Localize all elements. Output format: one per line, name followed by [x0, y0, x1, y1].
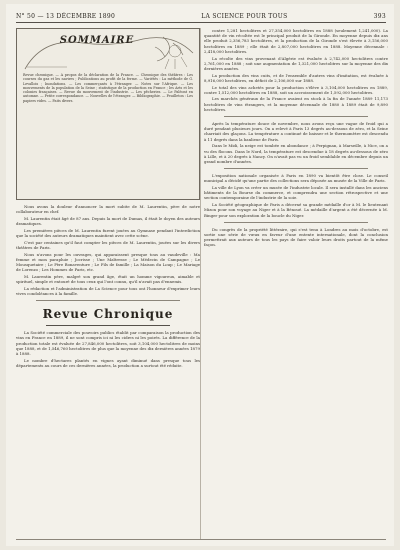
obituary-paragraph: M. Laurentin père, malgré son grand âge, était un homme vigoureux, aimable et spirituel, simple et entouré de tous ceux qui l'ont connu, qu'il n'avait pas d'ennemis. [16, 273, 200, 285]
article-paragraph: La Société géographique de Paris a décerné sa grande médaille d'or à M. le lieutenant Mizon pour son voyage au Niger et à la Bénoué. La médaille d'argent a été décernée à M. Binger pour son exploration de la boucle du Niger. [204, 202, 388, 218]
obituary-paragraph: M. Laurentin était âgé de 87 ans. Depuis la mort de Dumas, il était le doyen des auteurs dramatiques. [16, 215, 200, 227]
section-separator [224, 168, 368, 169]
obituary-paragraph: La rédaction et l'administration de La Science pour tous ont l'honneur d'exprimer leurs vives condoléances à la famille. [16, 285, 200, 297]
column-divider [200, 28, 201, 540]
section-separator [224, 116, 368, 117]
sommaire-box [16, 28, 200, 200]
obituary-paragraph: C'est par centaines qu'il faut compter les pièces de M. Laurentin, jouées sur les divers théâtres de Paris. [16, 239, 200, 250]
sommaire-title: SOMMAIRE [59, 35, 135, 46]
article-paragraph: Dans le Midi, la neige est tombée en abondance ; à Perpignan, à Marseille, à Nice, on a vu des flocons. Dans le Nord, la température est descendue à 18 degrés au-dessous de zéro à Lille, et à 20 degrés à Nancy. On n'avait pas vu un froid semblable en décembre depuis un grand nombre d'années. [204, 143, 388, 164]
page-header [16, 10, 386, 23]
article-paragraph: contre 1,281 hectolitres et 27,354,000 hectolitres en 1888 (seulement 1,241,000). La quantité de vin récoltée est le principal produit de la Gironde. En moyenne depuis dix ans elle produit 2,356,783 hectolitres, et la production de la Gironde s'est élevée à 3,156,000 hectolitres en 1889 ; elle était de 2,807,000 hectolitres en 1888. Moyenne décennale : 2,418,000 hectolitres. [204, 28, 388, 54]
obituary-paragraph: Nous avons la douleur d'annoncer la mort subite de M. Laurentin, père de notre collaborateur en chef. [16, 204, 200, 215]
sommaire-text: Revue chronique. — A propos de la déclaration de la France. — Chronique des théâtres : Les courses du gaz et les navires ; Publications au profit de la ferme. — Variétés : La méthode de G. Levallois ; Inondations. — Les commerçants à l'étranger. — Notes sur l'Afrique. — Les mouvements de la population de la Seine ; statistique de la production en France ; les Arts et les colonies françaises. — Revue du mouvement de l'industrie. — Les pêcheries. — Le Paléont en automne. — Petite correspondance. — Nouvelles de l'étranger. — Bibliographie. — Feuilleton : Les papiers vides. — Faits divers. [23, 73, 193, 103]
article-paragraph: La production des vins cuits, et de l'ensemble d'autres vins d'imitation, est évaluée à 8,916,000 hectolitres, en déficit de 2,106,000 sur 1888. [204, 72, 388, 83]
section-separator [36, 300, 180, 301]
article-paragraph: Le nombre d'hectares plantés en vignes ayant diminué dans presque tous les départements au cours de ces dernières années, la production a surtout été réduite. [16, 357, 200, 368]
obituary-notice [16, 204, 200, 296]
obituary-paragraph: Les premières pièces de M. Laurentin furent jouées au Gymnase pendant l'interdiction que la société des auteurs dramatiques maintient avec cette scène. [16, 227, 200, 239]
revue-chronique-heading: Revue Chronique [42, 307, 174, 322]
left-column [16, 28, 200, 368]
article-paragraph: L'exposition nationale organisée à Paris en 1890 va bientôt être close. Le conseil municipal a décidé qu'une partie des collections sera déposée au musée de la Ville de Paris. [204, 173, 388, 184]
page-number: 393 [373, 12, 386, 20]
article-paragraph: La récolte des vins provenant d'Algérie est évaluée à 2,742,000 hectolitres contre 2,761,000 en 1888 ; soit une augmentation de 1,321,000 hectolitres sur la moyenne des dix dernières années. [204, 55, 388, 71]
issue-number: N° 50 — 13 DÉCEMBRE 1890 [16, 12, 116, 20]
obituary-paragraph: Nous n'avons pour les ouvrages, qui apparaissent presque tous au vaudeville : Ma femme et mon parapluie ; Jocrisse ; Une Maîtresse ; Le Médecin de Campagne ; Le Mousquetaire ; Le Père Bonaventure ; Le Fils de famille ; La Maison du Loup ; Le Mariage de Lorenzo ; Les Hommes de Paris, etc. [16, 251, 200, 273]
article-paragraph: Du congrès de la propriété littéraire, qui s'est tenu à Londres au mois d'octobre, est sortie une série de vœux en faveur d'une entente internationale, dont la conclusion permettrait aux auteurs de tous les pays de faire valoir leurs droits partout de la même façon. [204, 226, 388, 248]
footer-rule [16, 539, 386, 540]
newspaper-page [6, 4, 394, 546]
heading-rule [46, 325, 170, 326]
article-paragraph: La ville de Lyon va créer un musée de l'industrie locale. Il sera installé dans les anciens bâtiments de la Bourse du commerce, et comprendra une section rétrospective et une section contemporaine de l'industrie de la soie. [204, 185, 388, 201]
right-column [204, 28, 388, 248]
article-paragraph: Après la température douce de novembre, nous avons reçu une vague de froid qui a duré pendant plusieurs jours. On a relevé à Paris 13 degrés au-dessous de zéro, et la Seine charriait des glaçons. La température a continué de baisser et le thermomètre est descendu à 11 degrés dans la banlieue de Paris. [204, 121, 388, 142]
article-paragraph: La Société commerciale des pouvoirs publics établit par comparaison la production des vins en France en 1889, il ne sont compris ici ni les cidres ni les poirés. La différence de la production totale est évaluée de 27,846,000 hectolitres, soit 3,104,000 hectolitres de moins que 1888, et de 1,546,760 hectolitres de plus que la moyenne des dix dernières années 1879 à 1888. [16, 330, 200, 357]
article-paragraph: Les marchés généraux de la France avaient en stock à la fin de l'année 1889 11,173 hectolitres de vins étrangers, et la moyenne décennale de 1880 à 1889 était de 9,890 hectolitres. [204, 96, 388, 112]
article-paragraph: Le total des vins achetés pour la production s'élève à 3,104,000 hectolitres en 1889, contre 1,512,000 hectolitres en 1888, soit un accroissement de 1,592,000 hectolitres. [204, 84, 388, 95]
journal-title: LA SCIENCE POUR TOUS [201, 12, 288, 20]
section-separator [224, 222, 368, 223]
